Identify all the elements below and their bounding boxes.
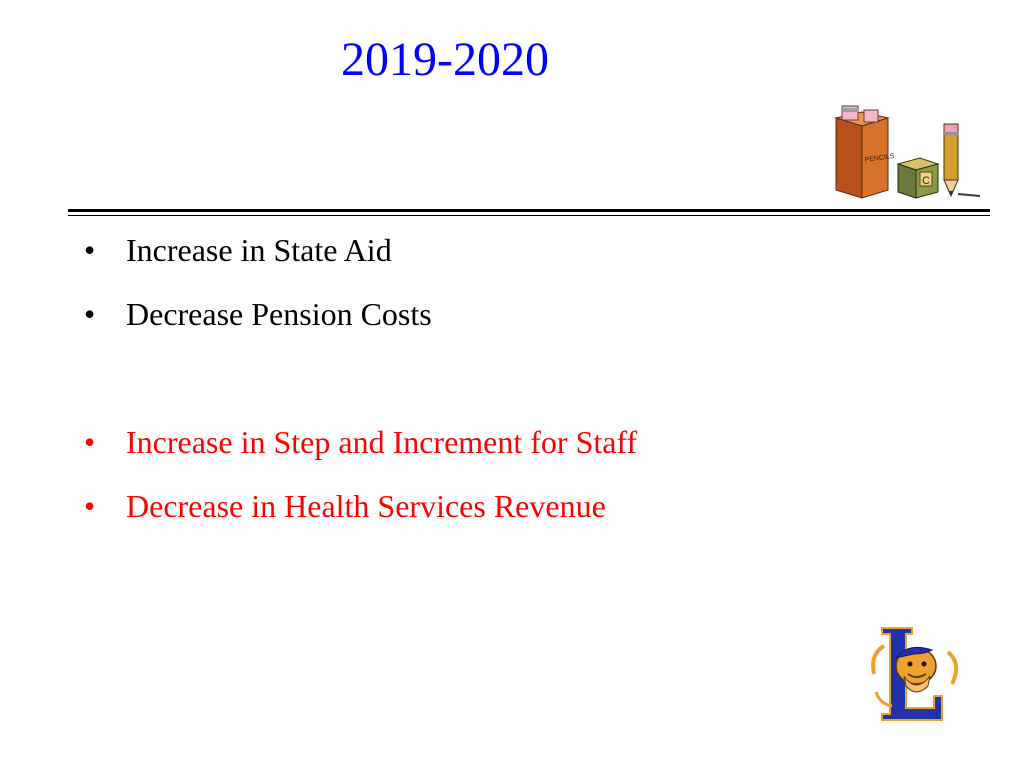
list-item xyxy=(84,228,844,292)
list-item xyxy=(84,484,844,548)
list-spacer xyxy=(84,356,844,420)
list-item xyxy=(84,292,844,356)
bullet-text: Decrease Pension Costs xyxy=(126,296,432,332)
block-letter: C xyxy=(922,175,930,187)
bullet-marker: • xyxy=(84,424,96,460)
bullet-text: Decrease in Health Services Revenue xyxy=(126,488,606,524)
school-supplies-clipart-icon xyxy=(832,104,984,202)
bullet-list xyxy=(84,228,844,548)
bullet-marker: • xyxy=(84,488,96,524)
bullet-marker: • xyxy=(84,296,96,332)
bullet-text: Increase in State Aid xyxy=(126,232,392,268)
pencil-box-label: PENCILS xyxy=(864,152,895,164)
slide-title: 2019-2020 xyxy=(341,33,549,86)
list-item xyxy=(84,420,844,484)
bullet-marker: • xyxy=(84,232,96,268)
title-divider xyxy=(68,209,990,217)
bullet-text: Increase in Step and Increment for Staff xyxy=(126,424,638,460)
logo-letter: L xyxy=(868,624,869,625)
school-mascot-logo-icon xyxy=(868,624,964,724)
